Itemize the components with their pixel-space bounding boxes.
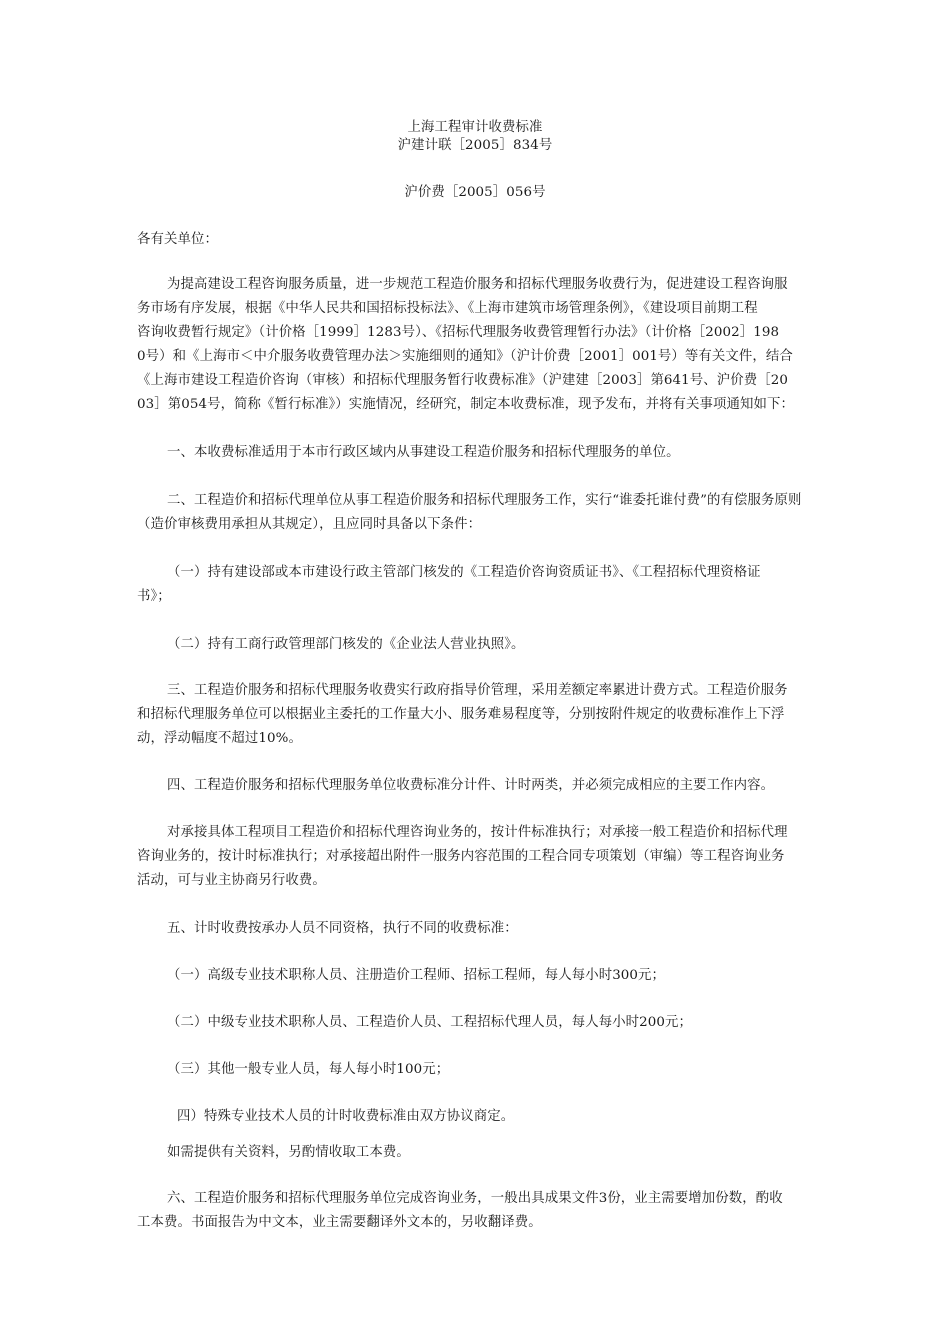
intro-line: 0号）和《上海市＜中介服务收费管理办法＞实施细则的通知》（沪计价费［2001］001号）等有关文件，结合 <box>137 349 793 364</box>
section-2-sub-1-line: （一）持有建设部或本市建设行政主管部门核发的《工程造价咨询资质证书》、《工程招标代理资格证 <box>167 565 761 580</box>
section-5-sub-3: （三）其他一般专业人员，每人每小时100元； <box>167 1062 450 1077</box>
intro-line: 咨询收费暂行规定》（计价格［1999］1283号）、《招标代理服务收费管理暂行办法》（计价格［2002］198 <box>137 325 780 340</box>
section-5: 五、计时收费按承办人员不同资格，执行不同的收费标准： <box>167 921 518 936</box>
intro-line: 为提高建设工程咨询服务质量，进一步规范工程造价服务和招标代理服务收费行为，促进建设工程咨询服 <box>167 277 788 292</box>
section-6-line: 工本费。书面报告为中文本，业主需要翻译外文本的，另收翻译费。 <box>137 1215 542 1230</box>
intro-line: 《上海市建设工程造价咨询（审核）和招标代理服务暂行收费标准》（沪建建［2003］第641号、沪价费［20 <box>137 373 788 388</box>
document-title: 上海工程审计收费标准 <box>407 120 543 135</box>
intro-line: 03］第054号，简称《暂行标准》）实施情况，经研究，制定本收费标准，现予发布，并将有关事项通知如下： <box>137 397 794 412</box>
section-4: 四、工程造价服务和招标代理服务单位收费标准分计件、计时两类，并必须完成相应的主要工作内容。 <box>167 778 775 793</box>
document-number-2: 沪价费［2005］056号 <box>404 185 546 200</box>
section-3-line: 和招标代理服务单位可以根据业主委托的工作量大小、服务难易程度等，分别按附件规定的收费标准作上下浮 <box>137 707 785 722</box>
section-5-note: 如需提供有关资料，另酌情收取工本费。 <box>167 1145 410 1160</box>
section-2-sub-1-line: 书》； <box>137 589 171 604</box>
intro-line: 务市场有序发展，根据《中华人民共和国招标投标法》、《上海市建筑市场管理条例》，《建设项目前期工程 <box>137 301 758 316</box>
section-2-line: 二、工程造价和招标代理单位从事工程造价服务和招标代理服务工作，实行“谁委托谁付费”的有偿服务原则 <box>167 493 802 508</box>
section-3-line: 动，浮动幅度不超过10%。 <box>137 731 302 746</box>
section-4-note-line: 活动，可与业主协商另行收费。 <box>137 873 326 888</box>
section-4-note-line: 咨询业务的，按计时标准执行；对承接超出附件一服务内容范围的工程合同专项策划（审编）等工程咨询业务 <box>137 849 785 864</box>
section-6-line: 六、工程造价服务和招标代理服务单位完成咨询业务，一般出具成果文件3份，业主需要增加份数，酌收 <box>167 1191 783 1206</box>
section-1: 一、本收费标准适用于本市行政区域内从事建设工程造价服务和招标代理服务的单位。 <box>167 445 680 460</box>
section-3-line: 三、工程造价服务和招标代理服务收费实行政府指导价管理，采用差额定率累进计费方式。工程造价服务 <box>167 683 788 698</box>
document-number-1: 沪建计联［2005］834号 <box>397 138 553 153</box>
section-5-sub-1: （一）高级专业技术职称人员、注册造价工程师、招标工程师，每人每小时300元； <box>167 968 666 983</box>
section-2-sub-2: （二）持有工商行政管理部门核发的《企业法人营业执照》。 <box>167 637 525 652</box>
section-2-line: （造价审核费用承担从其规定），且应同时具备以下条件： <box>137 517 482 532</box>
section-5-sub-4: 四）特殊专业技术人员的计时收费标准由双方协议商定。 <box>177 1109 515 1124</box>
salutation: 各有关单位： <box>137 232 218 247</box>
section-5-sub-2: （二）中级专业技术职称人员、工程造价人员、工程招标代理人员，每人每小时200元； <box>167 1015 693 1030</box>
section-4-note-line: 对承接具体工程项目工程造价和招标代理咨询业务的，按计件标准执行；对承接一般工程造价和招标代理 <box>167 825 788 840</box>
